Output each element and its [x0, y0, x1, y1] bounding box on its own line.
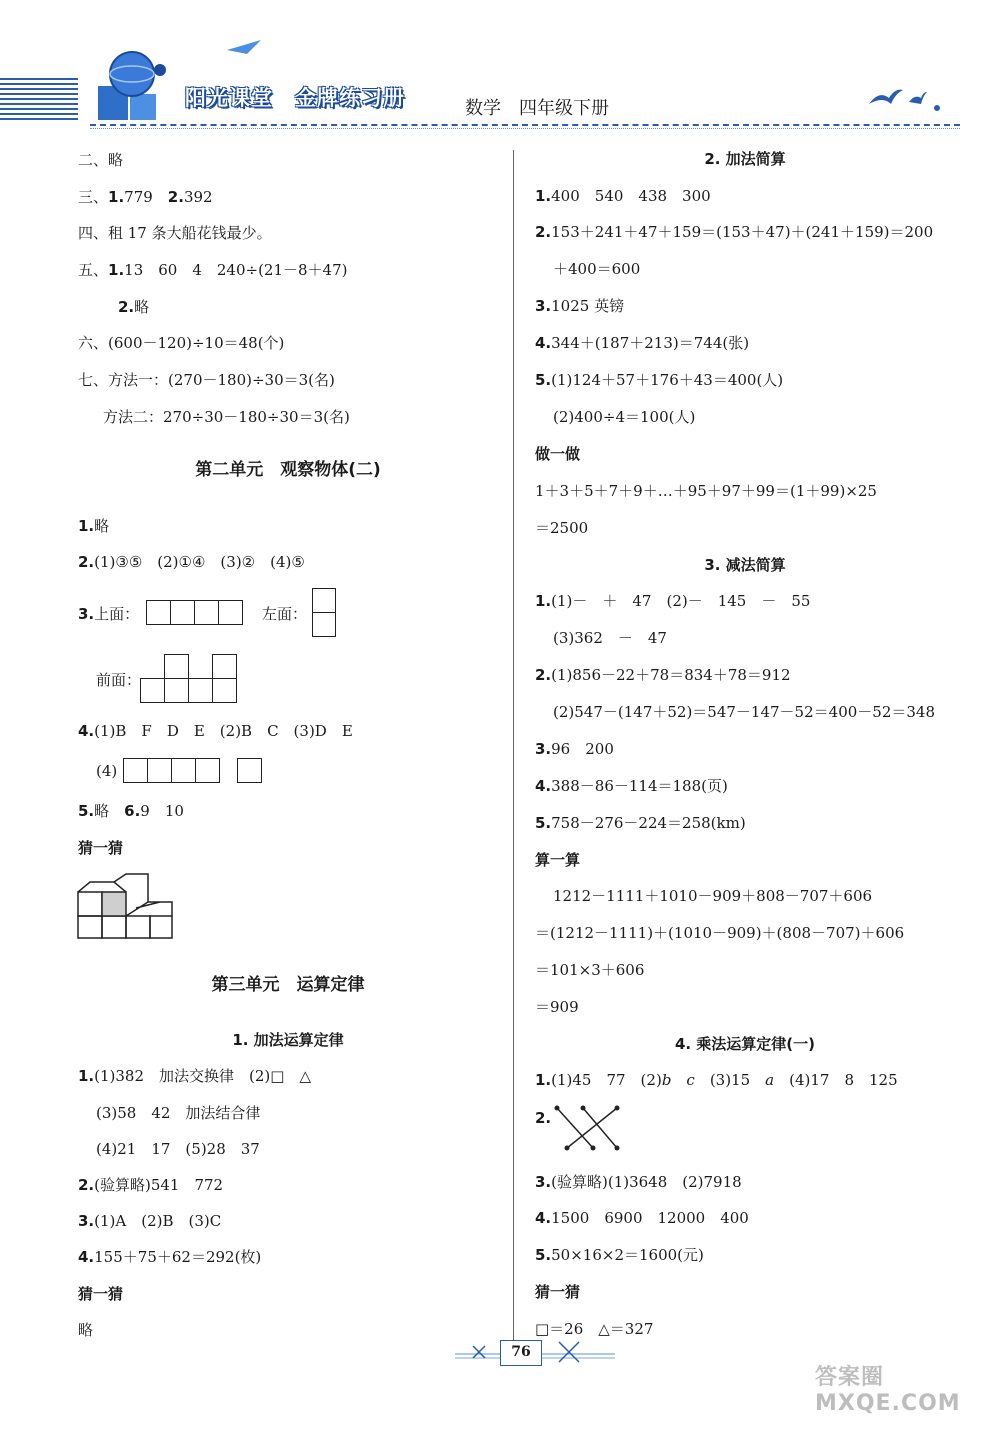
- header-rule-dotted: [90, 128, 960, 129]
- answer-line: 1.(1)382 加法交换律 (2)□ △: [78, 1067, 311, 1085]
- answer-line: (3)362 － 47: [553, 629, 667, 647]
- answer-line: 4.344＋(187＋213)＝744(张): [535, 334, 750, 352]
- section-title: 4. 乘法运算定律(一): [674, 1035, 816, 1053]
- answer-line: 5.758－276－224＝258(km): [535, 814, 746, 832]
- answer-line: ＋400＝600: [553, 260, 641, 278]
- answer-line: ＝2500: [535, 519, 589, 537]
- answer-line: (2)400÷4＝100(人): [553, 408, 696, 426]
- answer-line: 1.400 540 438 300: [535, 187, 711, 205]
- answer-line: 3.上面：: [78, 605, 140, 623]
- answer-line: 4.1500 6900 12000 400: [535, 1209, 749, 1227]
- answer-line: 三、1.779 2.392: [78, 188, 213, 206]
- answer-line: 1.(1)45 77 (2)b c (3)15 a (4)17 8 125: [535, 1071, 898, 1089]
- birds-icon: [865, 80, 965, 120]
- answer-line: 前面：: [96, 671, 142, 689]
- answer-line: ＝909: [535, 998, 579, 1016]
- answer-line: 七、方法一：(270－180)÷30＝3(名): [78, 371, 335, 389]
- section-label: 做一做: [535, 445, 581, 463]
- answer-line: 3.96 200: [535, 740, 614, 758]
- answer-line: 2.153＋241＋47＋159＝(153＋47)＋(241＋159)＝200: [535, 223, 934, 241]
- page-number: 76: [500, 1340, 542, 1366]
- section-title: 1. 加法运算定律: [232, 1031, 344, 1049]
- answer-line: 3.(1)A (2)B (3)C: [78, 1212, 222, 1230]
- answer-line: 5.(1)124＋57＋176＋43＝400(人): [535, 371, 784, 389]
- answer-line: 2.略: [118, 298, 150, 316]
- column-divider: [513, 150, 514, 1340]
- answer-line: (4): [96, 762, 118, 780]
- answer-line: 左面：: [262, 605, 308, 623]
- answer-line: 2.(1)856－22＋78＝834＋78＝912: [535, 666, 791, 684]
- series-title: 阳光课堂 金牌练习册: [185, 86, 405, 110]
- answer-line: (3)58 42 加法结合律: [96, 1104, 261, 1122]
- answer-line: 4.(1)B F D E (2)B C (3)D E: [78, 722, 353, 740]
- answer-line: 2.(1)③⑤ (2)①④ (3)② (4)⑤: [78, 553, 305, 571]
- answer-line: 1.(1)－ ＋ 47 (2)－ 145 － 55: [535, 592, 811, 610]
- answer-line: ＝101×3＋606: [535, 961, 645, 979]
- answer-line: (4)21 17 (5)28 37: [96, 1140, 260, 1158]
- answer-line: 4.155＋75＋62＝292(枚): [78, 1248, 262, 1266]
- subject-grade: 数学 四年级下册: [465, 98, 609, 119]
- answer-line: 3.1025 英镑: [535, 297, 625, 315]
- globe-logo-icon: [88, 46, 188, 126]
- watermark: 答案圈 MXQE.COM: [815, 1365, 961, 1416]
- answer-line: 略: [78, 1321, 94, 1339]
- answer-line: 六、(600－120)÷10＝48(个): [78, 334, 285, 352]
- section-title: 2. 加法简算: [704, 150, 786, 168]
- answer-line: (2)547－(147＋52)＝547－147－52＝400－52＝348: [553, 703, 935, 721]
- header-stripes: [0, 78, 78, 126]
- answer-line: 2.: [535, 1109, 552, 1127]
- answer-line: 四、租 17 条大船花钱最少。: [78, 224, 272, 242]
- answer-line: 4.388－86－114＝188(页): [535, 777, 728, 795]
- answer-line: 5.略 6.9 10: [78, 802, 184, 820]
- section-title: 3. 减法简算: [704, 556, 786, 574]
- section-label: 猜一猜: [535, 1283, 581, 1301]
- answer-line: 1.略: [78, 517, 110, 535]
- answer-line: 2.(验算略)541 772: [78, 1176, 224, 1194]
- answer-line: 1＋3＋5＋7＋9＋…＋95＋97＋99＝(1＋99)×25: [535, 482, 877, 500]
- answer-line: 方法二：270÷30－180÷30＝3(名): [103, 408, 350, 426]
- cube-stack-diagram: [76, 872, 176, 942]
- section-label: 猜一猜: [78, 1285, 124, 1303]
- answer-line: 二、略: [78, 151, 124, 169]
- header-rule: [90, 124, 960, 126]
- answer-line: 五、1.13 60 4 240÷(21－8＋47): [78, 261, 348, 279]
- answer-line: □＝26 △＝327: [535, 1320, 654, 1338]
- matching-lines-diagram: [553, 1100, 623, 1155]
- answer-line: 1212－1111＋1010－909＋808－707＋606: [553, 887, 873, 905]
- paper-plane-icon: [225, 38, 265, 58]
- section-label: 猜一猜: [78, 839, 124, 857]
- unit-title: 第二单元 观察物体(二): [195, 460, 381, 480]
- page-header: [0, 60, 1000, 140]
- unit-title: 第三单元 运算定律: [211, 975, 365, 995]
- answer-line: 5.50×16×2＝1600(元): [535, 1246, 704, 1264]
- section-label: 算一算: [535, 851, 581, 869]
- answer-line: ＝(1212－1111)＋(1010－909)＋(808－707)＋606: [535, 924, 905, 942]
- answer-line: 3.(验算略)(1)3648 (2)7918: [535, 1173, 742, 1191]
